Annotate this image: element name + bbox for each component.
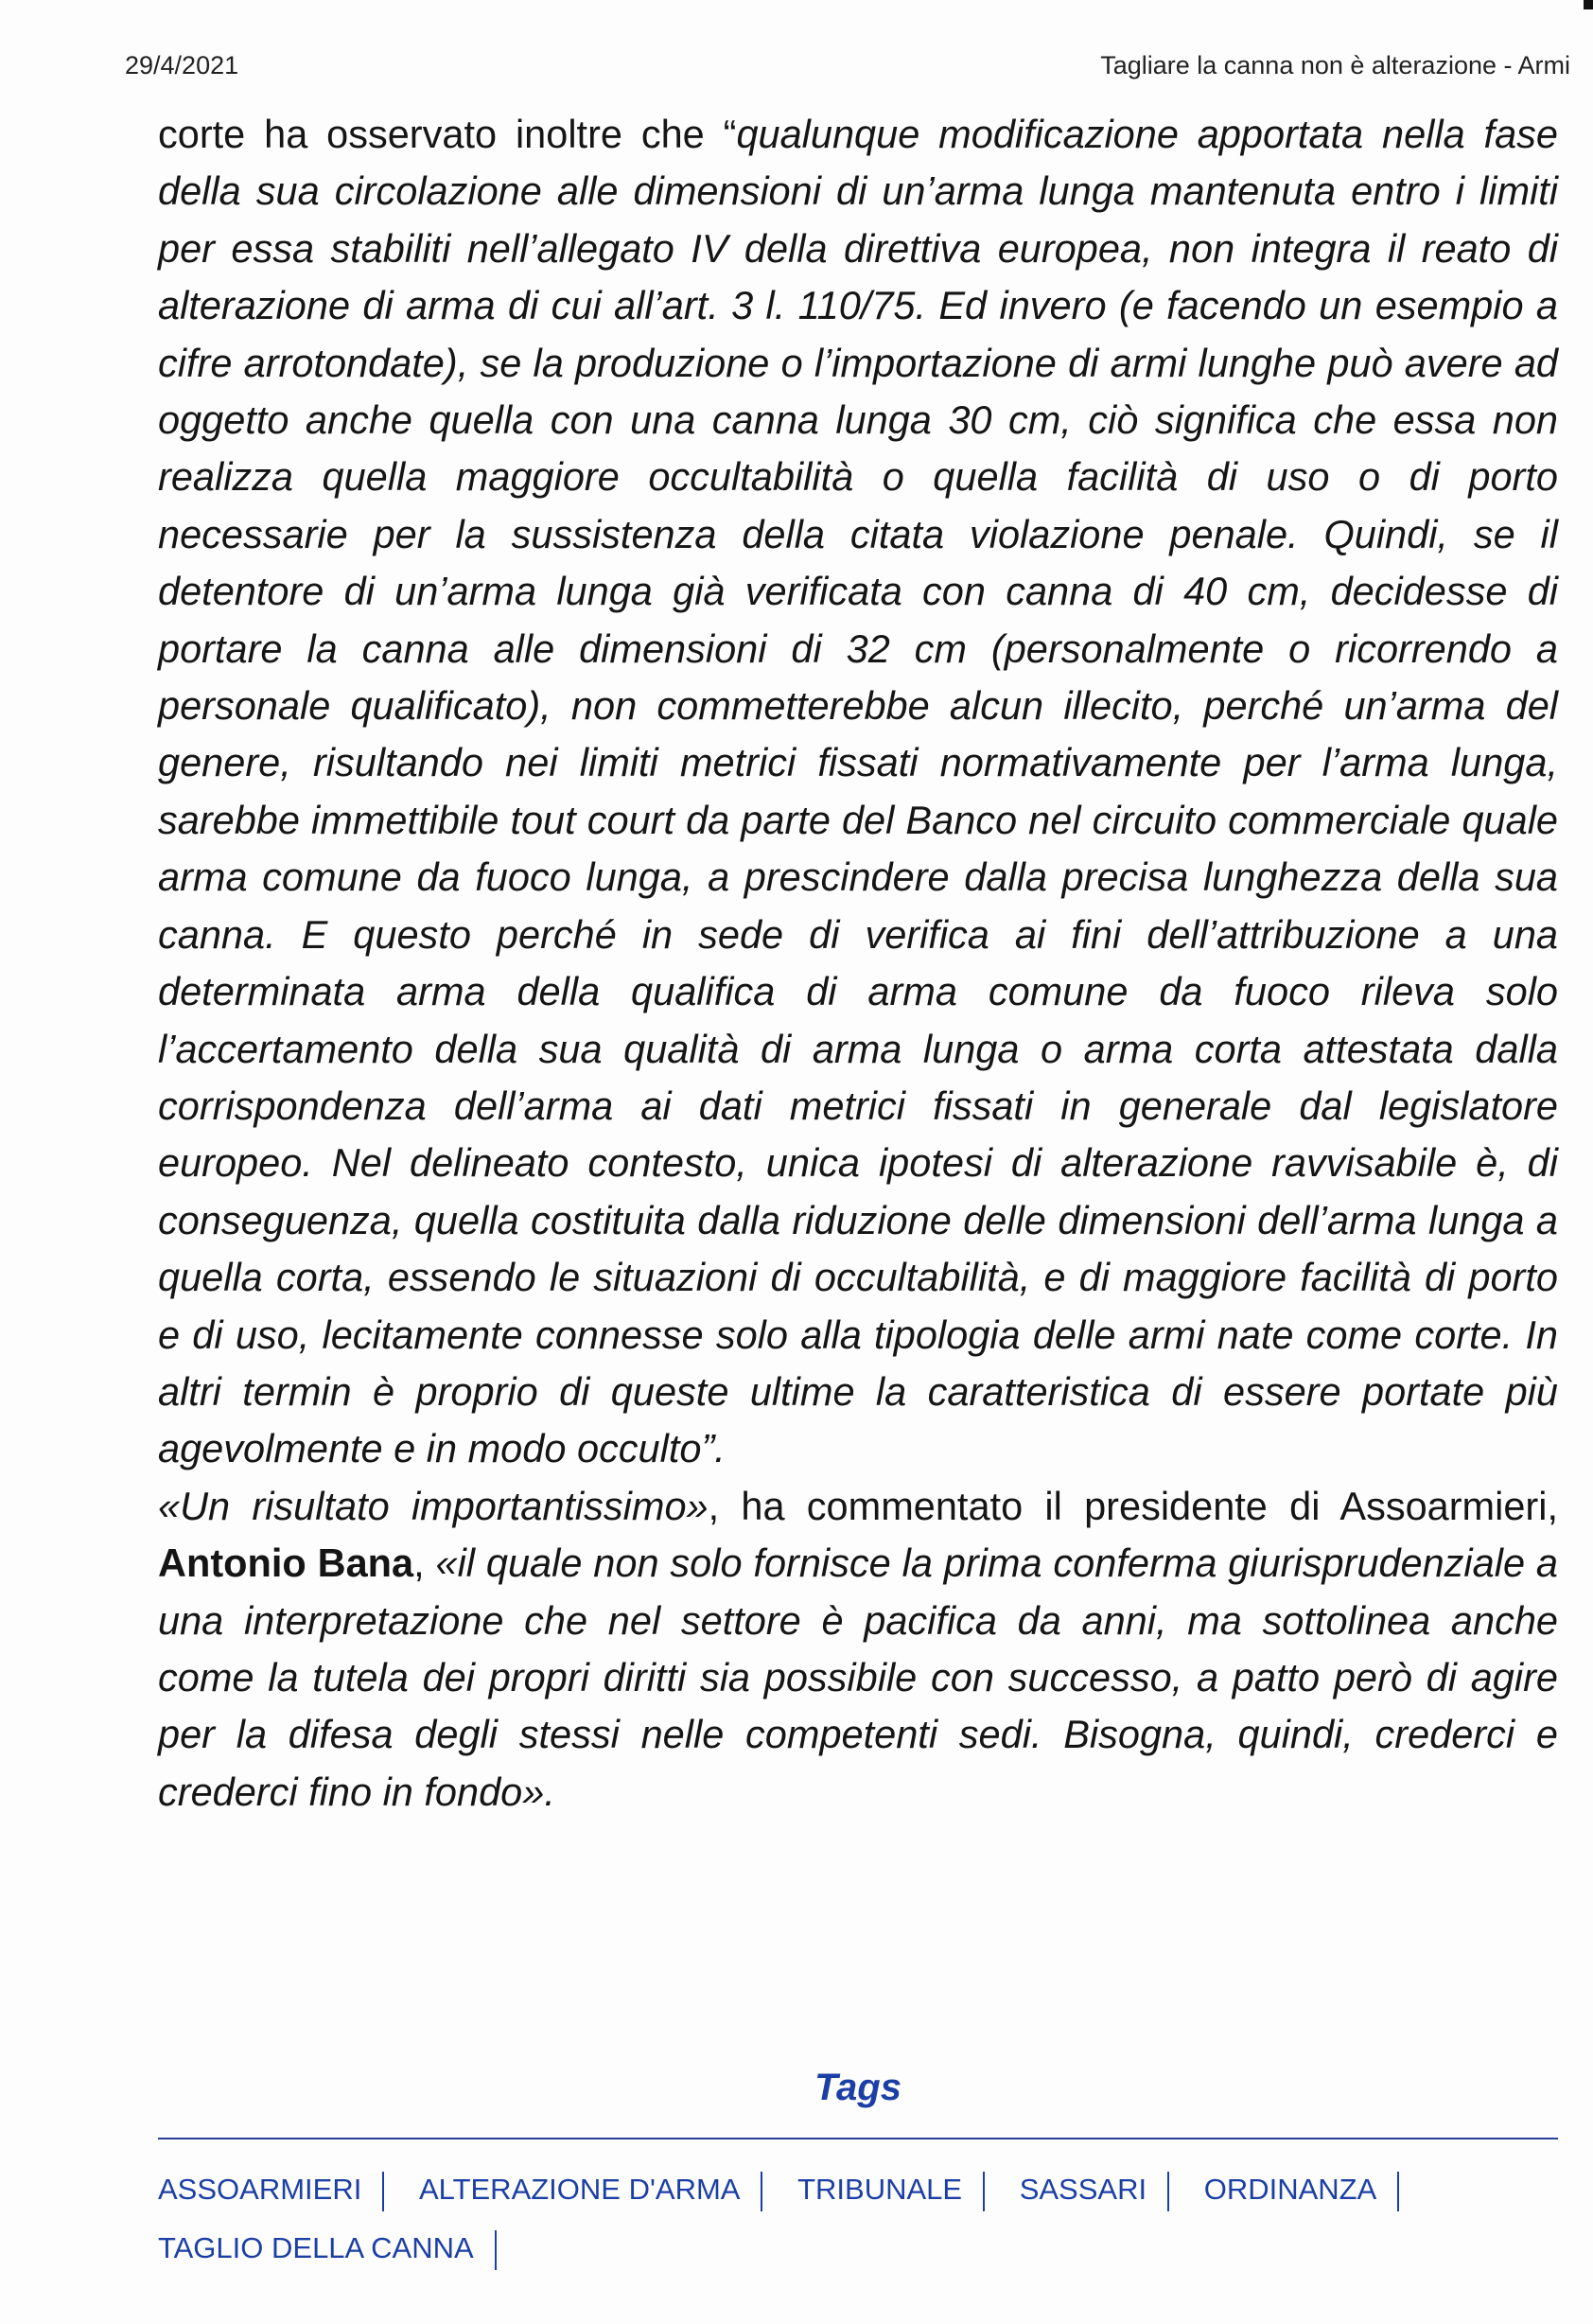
article-body xyxy=(158,106,1558,1821)
comment-attribution: , ha commentato il presidente di Assoarmieri, xyxy=(708,1483,1558,1528)
comment-separator: , xyxy=(413,1541,436,1586)
comment-end: . xyxy=(544,1769,555,1814)
scan-corner-mark xyxy=(1584,0,1593,9)
tag-label: TRIBUNALE xyxy=(797,2173,963,2206)
tag-separator xyxy=(761,2172,762,2211)
tag-link-tribunale[interactable] xyxy=(797,2160,1011,2219)
tag-link-sassari[interactable] xyxy=(1020,2160,1196,2219)
print-page-title: Tagliare la canna non è alterazione - Armi xyxy=(1100,51,1570,79)
article-paragraph-quote xyxy=(158,106,1558,1478)
article-paragraph-comment xyxy=(158,1478,1558,1821)
tag-separator xyxy=(983,2172,985,2211)
quotation-close: ”. xyxy=(701,1426,726,1471)
tag-link-assoarmieri[interactable] xyxy=(158,2160,411,2219)
tag-link-ordinanza[interactable] xyxy=(1204,2160,1427,2219)
comment-quote-1: «Un risultato importantissimo» xyxy=(158,1483,709,1528)
tag-label: SASSARI xyxy=(1019,2173,1147,2206)
tag-link-taglio-della-canna[interactable] xyxy=(158,2219,523,2278)
tag-label: TAGLIO DELLA CANNA xyxy=(158,2231,474,2264)
tags-list xyxy=(158,2160,1558,2278)
tag-separator xyxy=(1397,2172,1399,2211)
print-date: 29/4/2021 xyxy=(125,51,239,79)
tag-separator xyxy=(495,2230,497,2270)
tag-label: ASSOARMIERI xyxy=(158,2173,362,2206)
tag-separator xyxy=(382,2172,384,2211)
comment-quote-2: «il quale non solo fornisce la prima conferma giurisprudenziale a una interpretazione che nel settore è pacifica da anni, ma sottolinea anche come la tutela dei propri diritti sia possibile con successo, a patto però di agire per la difesa degli stessi nelle competenti sedi. Bisogna, quindi, crederci e crederci fino in fondo» xyxy=(158,1541,1558,1814)
person-name: Antonio Bana xyxy=(158,1541,414,1586)
tag-label: ORDINANZA xyxy=(1203,2173,1377,2206)
court-quotation: qualunque modificazione apportata nella fase della sua circolazione alle dimensioni di un’arma lunga mantenuta entro i limiti per essa stabiliti nell’allegato IV della direttiva europea, non integra il reato di alterazione di arma di cui all’art. 3 l. 110/75. Ed invero (e facendo un esempio a cifre arrotondate), se la produzione o l’importazione di armi lunghe può avere ad oggetto anche quella con una canna lunga 30 cm, ciò significa che essa non realizza quella maggiore occultabilità o quella facilità di uso o di porto necessarie per la sussistenza della citata violazione penale. Quindi, se il detentore di un’arma lunga già verificata con canna di 40 cm, decidesse di portare la canna alle dimensioni di 32 cm (personalmente o ricorrendo a personale qualificato), non commetterebbe alcun illecito, perché un’arma del genere, risultando nei limiti metrici fissati normativamente per l’arma lunga, sarebbe immettibile tout court da parte del Banco nel circuito commerciale quale arma comune da fuoco lunga, a prescindere dalla precisa lunghezza della sua canna. E questo perché in sede di verifica ai fini dell’attribuzione a una determinata arma della qualifica di arma comune da fuoco rileva solo l’accertamento della sua qualità di arma lunga o arma corta attestata dalla corrispondenza dell’arma ai dati metrici fissati in generale dal legislatore europeo. Nel delineato contesto, unica ipotesi di alterazione ravvisabile è, di conseguenza, quella costituita dalla riduzione delle dimensioni dell’arma lunga a quella corta, essendo le situazioni di occultabilità, e di maggiore facilità di porto e di uso, lecitamente connesse solo alla tipologia delle armi nate come corte. In altri termin è proprio di queste ultime la caratteristica di essere portate più agevolmente e in modo occulto xyxy=(158,112,1558,1471)
tags-heading: Tags xyxy=(814,2067,902,2108)
tag-separator xyxy=(1167,2172,1169,2211)
tag-link-alterazione-darma[interactable] xyxy=(419,2160,790,2219)
tags-divider xyxy=(158,2138,1558,2139)
paragraph-intro: corte ha osservato inoltre che “ xyxy=(158,112,737,156)
tag-label: ALTERAZIONE D'ARMA xyxy=(418,2173,741,2206)
